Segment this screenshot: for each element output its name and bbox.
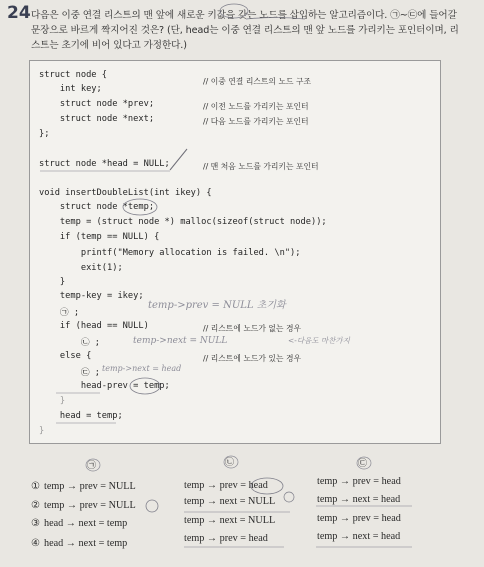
code-comment: // 리스트에 노드가 없는 경우 xyxy=(203,324,302,333)
handwritten-note: temp->next = head xyxy=(102,364,182,373)
code-comment: // 이전 노드를 가리키는 포인터 xyxy=(203,102,309,111)
code-line: temp = (struct node *) malloc(sizeof(struct node)); xyxy=(39,217,327,227)
answer-cell: temp → next = head xyxy=(317,494,401,505)
answer-cell: temp → prev = head xyxy=(317,476,401,487)
handwritten-note: <-다음도 마찬가지 xyxy=(288,336,350,345)
answer-cell: temp → prev = head xyxy=(184,533,268,544)
code-line: }; xyxy=(39,129,50,139)
pencil-circle xyxy=(284,492,294,502)
handwritten-note: temp->prev = NULL 초기화 xyxy=(148,300,286,311)
answer-option-label[interactable]: ④ xyxy=(31,538,41,549)
code-comment: // 이중 연결 리스트의 노드 구조 xyxy=(203,77,312,86)
code-line: struct node *temp; xyxy=(39,202,155,212)
code-line: else { xyxy=(39,351,92,361)
code-line: head-prev = temp; xyxy=(39,381,170,391)
code-line: } xyxy=(39,426,45,436)
question-text-line: 문장으로 바르게 짝지어진 것은? (단, head는 이중 연결 리스트의 맨 앞 노드를 가리키는 포인터이며, 리 xyxy=(31,25,459,36)
code-line: int key; xyxy=(39,84,102,94)
code-line: void insertDoubleList(int ikey) { xyxy=(39,188,212,198)
pencil-circle xyxy=(146,500,158,512)
code-line: struct node *head = NULL; xyxy=(39,159,170,169)
answer-cell: temp → next = head xyxy=(317,531,401,542)
code-line: exit(1); xyxy=(39,263,123,273)
answer-cell: head → next = temp xyxy=(44,518,128,529)
answer-cell: temp → prev = NULL xyxy=(44,481,136,492)
code-line: ㉡ ; xyxy=(39,338,100,348)
question-text-line: 스트는 초기에 비어 있다고 가정한다.) xyxy=(31,40,187,51)
code-line: temp-key = ikey; xyxy=(39,291,144,301)
code-line: } xyxy=(39,396,66,406)
answer-column-header: ㉠ xyxy=(87,461,97,471)
code-line: head = temp; xyxy=(39,411,123,421)
code-line: ㉢ ; xyxy=(39,368,100,378)
code-line: if (head == NULL) xyxy=(39,321,149,331)
answer-option-label[interactable]: ③ xyxy=(31,518,41,529)
code-line: } xyxy=(39,277,66,287)
answer-cell: temp → next = NULL xyxy=(184,496,276,507)
code-comment: // 다음 노드를 가리키는 포인터 xyxy=(203,117,309,126)
question-text-line: 다음은 이중 연결 리스트의 맨 앞에 새로운 키값을 갖는 노드를 삽입하는 알고리즘이다. ㉠~㉢에 들어갈 xyxy=(31,10,457,21)
answer-cell: temp → next = NULL xyxy=(184,515,276,526)
code-line: struct node *prev; xyxy=(39,99,155,109)
answer-cell: temp → prev = head xyxy=(317,513,401,524)
answer-column-header: ㉡ xyxy=(225,458,235,468)
code-comment: // 리스트에 노드가 있는 경우 xyxy=(203,354,302,363)
answer-option-label[interactable]: ② xyxy=(31,500,41,511)
code-line: printf("Memory allocation is failed. \n"); xyxy=(39,248,301,258)
answer-option-label[interactable]: ① xyxy=(31,481,41,492)
answer-column-header: ㉢ xyxy=(358,459,368,469)
answer-cell: temp → prev = NULL xyxy=(44,500,136,511)
code-line: ㉠ ; xyxy=(39,308,80,318)
code-comment: // 맨 처음 노드를 가리키는 포인터 xyxy=(203,162,319,171)
answer-cell: temp → prev = head xyxy=(184,480,268,491)
question-number: 24 xyxy=(7,3,31,23)
handwritten-note: temp->next = NULL xyxy=(133,336,228,346)
code-line: if (temp == NULL) { xyxy=(39,232,160,242)
answer-cell: head → next = temp xyxy=(44,538,128,549)
code-line: struct node { xyxy=(39,70,107,80)
code-line: struct node *next; xyxy=(39,114,155,124)
